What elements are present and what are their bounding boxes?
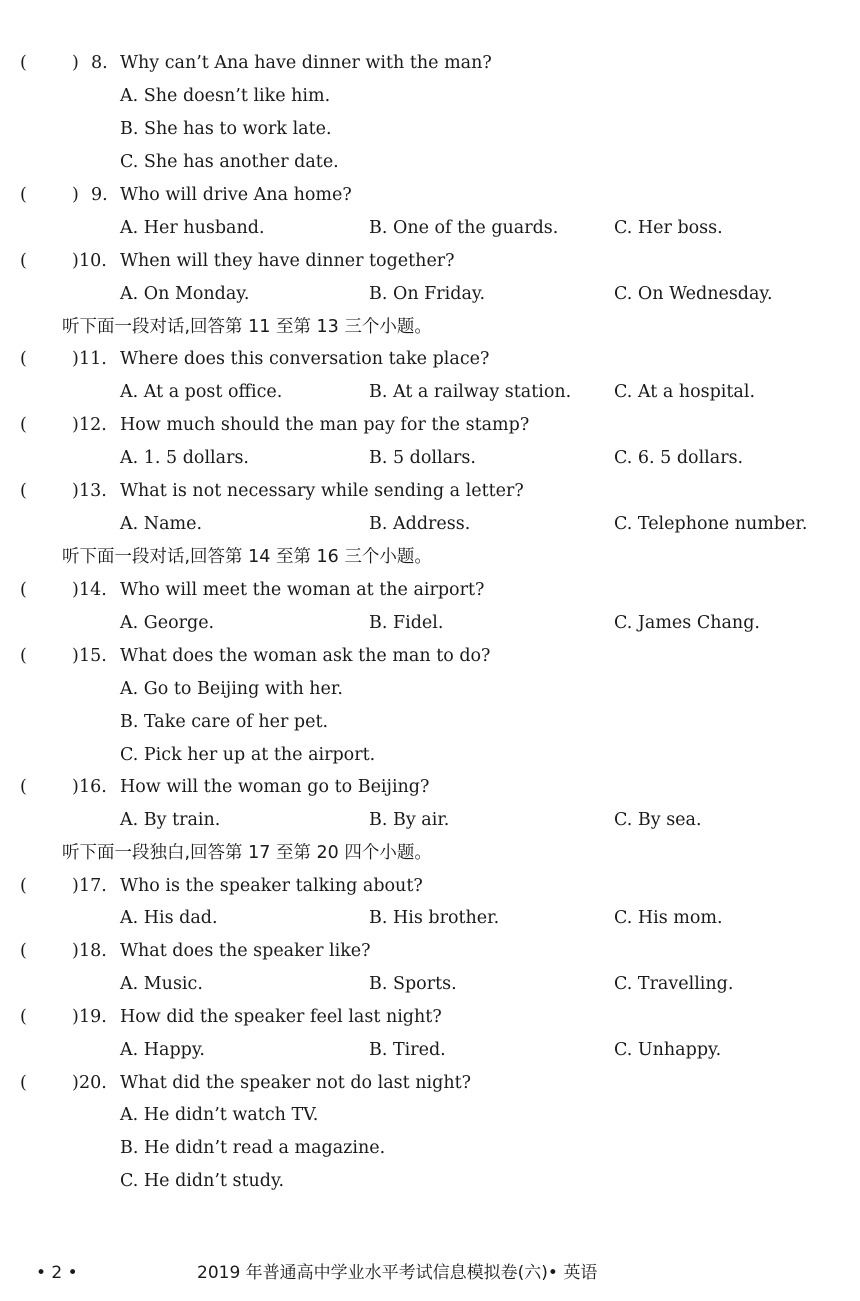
option-a: A. Her husband. xyxy=(120,218,265,238)
question-number: 16. xyxy=(79,777,107,797)
question-number: 10. xyxy=(79,251,107,271)
question-row xyxy=(0,871,860,901)
option-a: A. Music. xyxy=(120,974,203,994)
option-b: B. He didn’t read a magazine. xyxy=(120,1138,386,1158)
option-c: C. At a hospital. xyxy=(614,382,756,402)
option-c: C. Unhappy. xyxy=(614,1040,722,1060)
page-footer xyxy=(0,1258,860,1288)
option-row xyxy=(0,707,860,737)
answer-paren-open: ( xyxy=(20,1007,27,1027)
question-number: 20. xyxy=(79,1073,107,1093)
option-b: B. Address. xyxy=(369,514,471,534)
option-b: B. On Friday. xyxy=(369,284,486,304)
option-b: B. Take care of her pet. xyxy=(120,712,329,732)
section-instruction: 听下面一段对话,回答第 14 至第 16 三个小题。 xyxy=(62,547,432,567)
answer-paren-close: ) xyxy=(72,580,79,600)
option-a: A. George. xyxy=(120,613,215,633)
option-row xyxy=(0,213,860,243)
option-a: A. 1. 5 dollars. xyxy=(120,448,249,468)
option-row xyxy=(0,674,860,704)
question-text: Who will drive Ana home? xyxy=(120,185,352,205)
question-text: Why can’t Ana have dinner with the man? xyxy=(120,53,492,73)
option-row xyxy=(0,903,860,933)
option-c: C. Travelling. xyxy=(614,974,734,994)
answer-paren-close: ) xyxy=(72,1073,79,1093)
option-c: C. Her boss. xyxy=(614,218,723,238)
option-c: C. Telephone number. xyxy=(614,514,808,534)
page-number: • 2 • xyxy=(36,1263,78,1283)
option-c: C. 6. 5 dollars. xyxy=(614,448,744,468)
question-number: 18. xyxy=(79,941,107,961)
answer-paren-open: ( xyxy=(20,941,27,961)
question-text: Who is the speaker talking about? xyxy=(120,876,423,896)
question-row xyxy=(0,344,860,374)
question-text: What does the speaker like? xyxy=(120,941,371,961)
footer-title: 2019 年普通高中学业水平考试信息模拟卷(六)• 英语 xyxy=(197,1263,598,1283)
option-a: A. Name. xyxy=(120,514,203,534)
question-row xyxy=(0,48,860,78)
option-b: B. By air. xyxy=(369,810,450,830)
option-row xyxy=(0,1166,860,1196)
option-a: A. He didn’t watch TV. xyxy=(120,1105,319,1125)
option-b: B. One of the guards. xyxy=(369,218,559,238)
answer-paren-open: ( xyxy=(20,580,27,600)
section-instruction: 听下面一段独白,回答第 17 至第 20 四个小题。 xyxy=(62,843,432,863)
question-row xyxy=(0,1002,860,1032)
answer-paren-open: ( xyxy=(20,349,27,369)
option-row xyxy=(0,81,860,111)
answer-paren-close: ) xyxy=(72,53,79,73)
answer-paren-open: ( xyxy=(20,1073,27,1093)
option-b: B. Fidel. xyxy=(369,613,444,633)
option-b: B. His brother. xyxy=(369,908,500,928)
option-b: B. She has to work late. xyxy=(120,119,332,139)
question-text: How much should the man pay for the stamp? xyxy=(120,415,530,435)
answer-paren-close: ) xyxy=(72,251,79,271)
question-number: 17. xyxy=(79,876,107,896)
option-a: A. At a post office. xyxy=(120,382,283,402)
option-a: A. His dad. xyxy=(120,908,218,928)
question-number: 8. xyxy=(91,53,108,73)
option-row xyxy=(0,443,860,473)
option-row xyxy=(0,1035,860,1065)
option-c: C. His mom. xyxy=(614,908,723,928)
question-text: What is not necessary while sending a letter? xyxy=(120,481,524,501)
question-row xyxy=(0,641,860,671)
answer-paren-close: ) xyxy=(72,777,79,797)
question-text: When will they have dinner together? xyxy=(120,251,455,271)
option-c: C. On Wednesday. xyxy=(614,284,773,304)
answer-paren-close: ) xyxy=(72,1007,79,1027)
question-text: How did the speaker feel last night? xyxy=(120,1007,442,1027)
question-number: 14. xyxy=(79,580,107,600)
answer-paren-close: ) xyxy=(72,415,79,435)
option-c: C. James Chang. xyxy=(614,613,760,633)
question-text: What did the speaker not do last night? xyxy=(120,1073,471,1093)
question-number: 11. xyxy=(79,349,107,369)
option-a: A. Go to Beijing with her. xyxy=(120,679,343,699)
answer-paren-close: ) xyxy=(72,481,79,501)
question-number: 12. xyxy=(79,415,107,435)
answer-paren-open: ( xyxy=(20,646,27,666)
option-a: A. She doesn’t like him. xyxy=(120,86,331,106)
answer-paren-open: ( xyxy=(20,415,27,435)
option-b: B. Sports. xyxy=(369,974,457,994)
option-b: B. Tired. xyxy=(369,1040,446,1060)
option-c: C. She has another date. xyxy=(120,152,339,172)
option-c: C. He didn’t study. xyxy=(120,1171,285,1191)
answer-paren-open: ( xyxy=(20,251,27,271)
option-row xyxy=(0,608,860,638)
question-number: 15. xyxy=(79,646,107,666)
option-row xyxy=(0,1133,860,1163)
answer-paren-open: ( xyxy=(20,53,27,73)
option-row xyxy=(0,114,860,144)
option-a: A. On Monday. xyxy=(120,284,250,304)
option-row xyxy=(0,969,860,999)
option-row xyxy=(0,147,860,177)
question-row xyxy=(0,180,860,210)
option-b: B. 5 dollars. xyxy=(369,448,476,468)
answer-paren-close: ) xyxy=(72,941,79,961)
question-text: Who will meet the woman at the airport? xyxy=(120,580,485,600)
section-instruction: 听下面一段对话,回答第 11 至第 13 三个小题。 xyxy=(62,317,432,337)
answer-paren-close: ) xyxy=(72,876,79,896)
answer-paren-close: ) xyxy=(72,349,79,369)
question-text: Where does this conversation take place? xyxy=(120,349,490,369)
answer-paren-open: ( xyxy=(20,481,27,501)
option-b: B. At a railway station. xyxy=(369,382,572,402)
question-row xyxy=(0,936,860,966)
question-row xyxy=(0,772,860,802)
answer-paren-close: ) xyxy=(72,185,79,205)
option-row xyxy=(0,279,860,309)
question-number: 19. xyxy=(79,1007,107,1027)
option-c: C. By sea. xyxy=(614,810,702,830)
question-number: 9. xyxy=(91,185,108,205)
option-row xyxy=(0,377,860,407)
question-text: What does the woman ask the man to do? xyxy=(120,646,491,666)
question-row xyxy=(0,476,860,506)
option-c: C. Pick her up at the airport. xyxy=(120,745,376,765)
question-number: 13. xyxy=(79,481,107,501)
answer-paren-close: ) xyxy=(72,646,79,666)
option-row xyxy=(0,509,860,539)
option-a: A. By train. xyxy=(120,810,221,830)
option-row xyxy=(0,1100,860,1130)
answer-paren-open: ( xyxy=(20,185,27,205)
question-row xyxy=(0,246,860,276)
option-row xyxy=(0,805,860,835)
question-row xyxy=(0,1068,860,1098)
option-a: A. Happy. xyxy=(120,1040,205,1060)
question-row xyxy=(0,410,860,440)
option-row xyxy=(0,740,860,770)
answer-paren-open: ( xyxy=(20,777,27,797)
answer-paren-open: ( xyxy=(20,876,27,896)
question-row xyxy=(0,575,860,605)
question-text: How will the woman go to Beijing? xyxy=(120,777,430,797)
